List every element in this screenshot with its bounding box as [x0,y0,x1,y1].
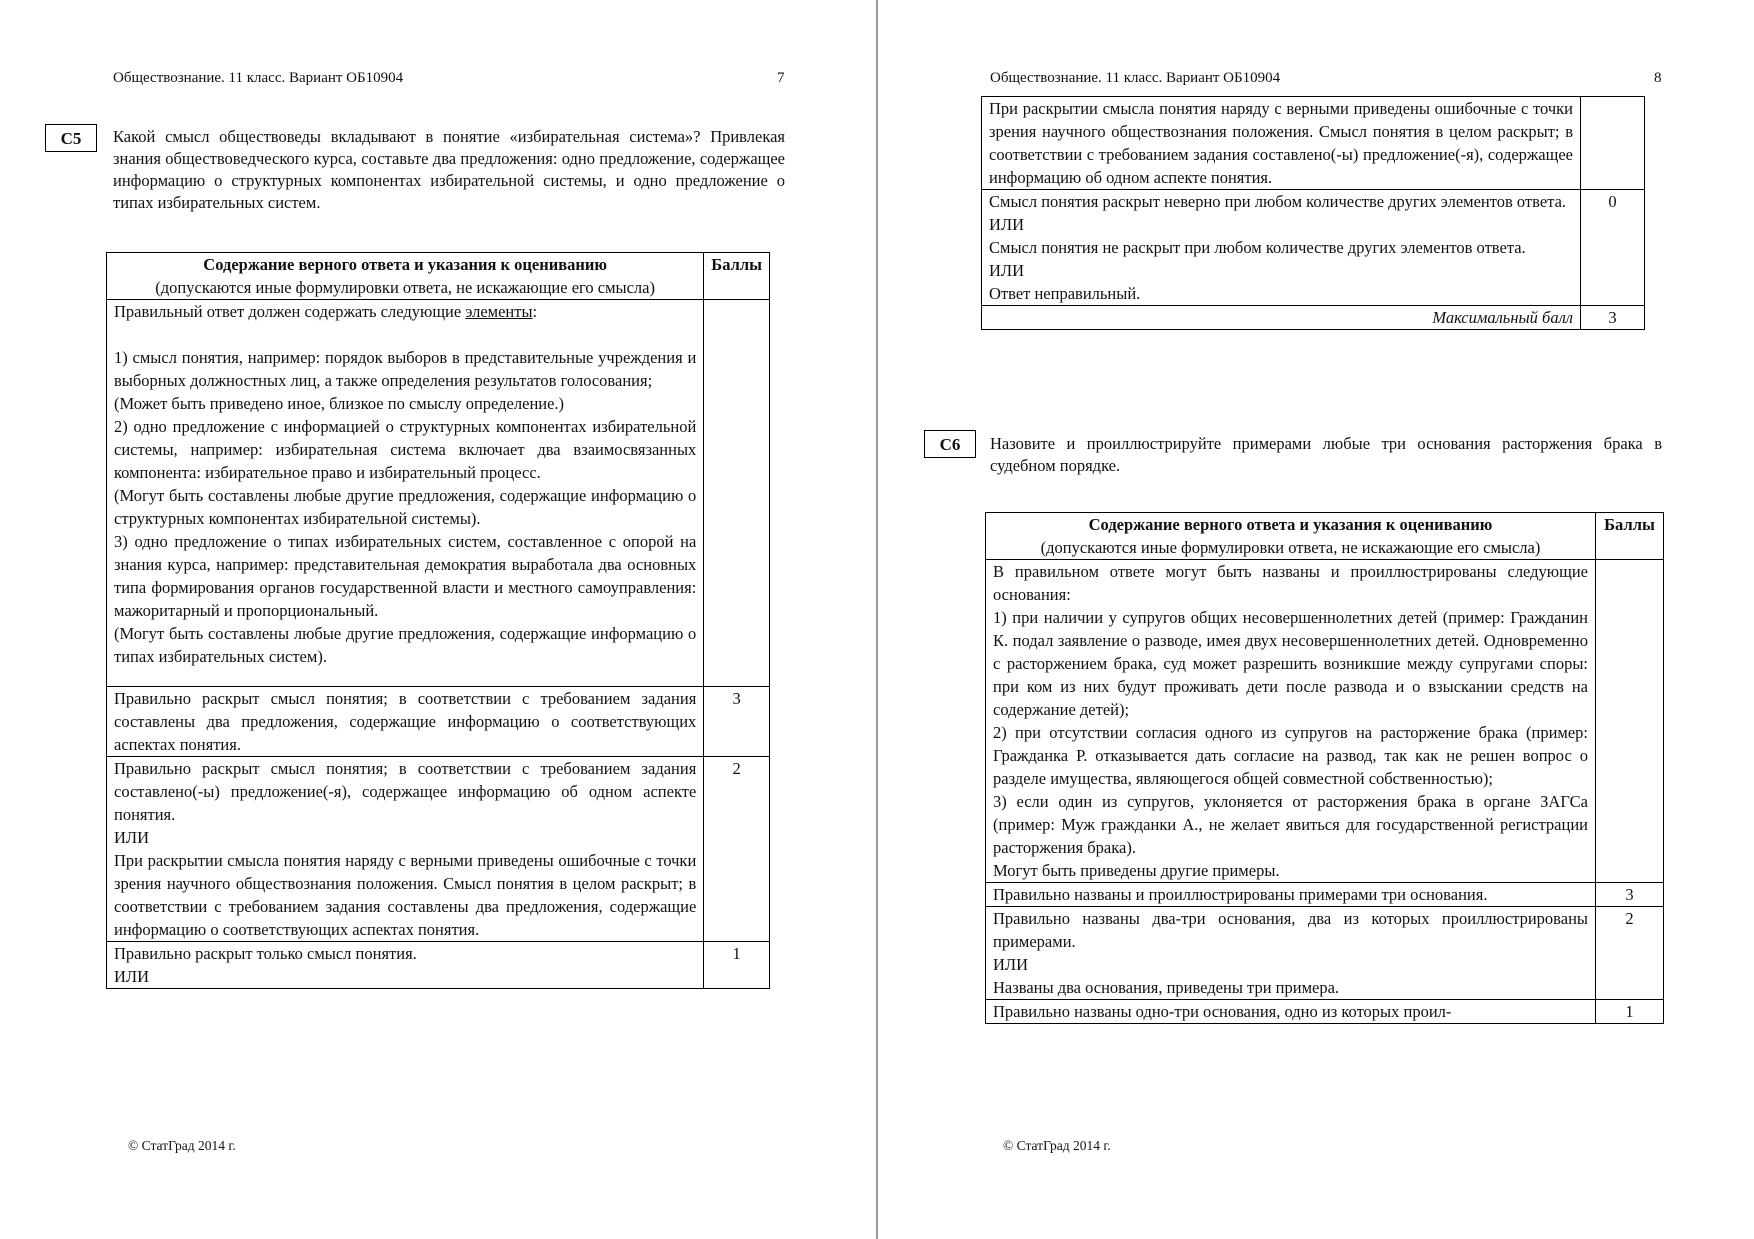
question-label: С6 [924,430,976,458]
table-row [107,757,770,942]
header-content-cell [986,513,1596,560]
criterion-or: ИЛИ [114,828,150,847]
criterion-or: ИЛИ [989,261,1025,280]
criterion-text: Смысл понятия раскрыт неверно при любом количестве других элементов ответа. [989,192,1567,211]
criterion-text: Правильно раскрыт только смысл понятия. [114,944,417,963]
criterion-cell [982,190,1581,306]
header-points: Баллы [704,253,770,300]
answer-item: 1) при наличии у супругов общих несовершеннолетних детей (пример: Гражданин К. подал заявление о разводе, имея двух несовершеннолетних детей. Одновременно с расторжением брака, суд может разрешить возникшие между супругами споры: при ком из них будут проживать дети после развода и о взыскании средств на содержание детей); [993,608,1588,719]
criterion-points: 2 [704,757,770,942]
answer-content-cell [986,560,1596,883]
criterion-points: 0 [1581,190,1645,306]
answer-row [107,300,770,687]
criterion-cell [107,757,704,942]
answer-intro [114,300,696,323]
continued-criteria-table [981,96,1645,330]
answer-item: 1) смысл понятия, например: порядок выборов в представительные учреждения и выборных должностных лиц, а также определения результатов голосования; [114,348,697,390]
answer-item: (Могут быть составлены любые другие предложения, содержащие информацию о типах избирательных систем). [114,624,697,666]
criterion-text-alt: Ответ неправильный. [989,284,1141,303]
header-title: Содержание верного ответа и указания к оцениванию [203,255,608,274]
criterion-or: ИЛИ [993,955,1029,974]
criterion-text-alt: При раскрытии смысла понятия наряду с верными приведены ошибочные с точки зрения научного обществознания положения. Смысл понятия в целом раскрыт; в соответствии с требованием задания составлены два предложения, содержащие информацию о соответствующих аспектах понятия. [114,851,697,939]
header-content-cell [107,253,704,300]
table-header-row [107,253,770,300]
answer-item: 3) если один из супругов, уклоняется от расторжения брака в органе ЗАГСа (пример: Муж гражданки А., не желает явиться для государственной регистрации расторжения брака). [993,792,1588,857]
criterion-text: При раскрытии смысла понятия наряду с верными приведены ошибочные с точки зрения научного обществознания положения. Смысл понятия в целом раскрыт; в соответствии с требованием задания составлено(-ы) предложение(-я), содержащее информацию об одном аспекте понятия. [982,97,1581,190]
table-row [986,1000,1664,1024]
page-number: 7 [777,70,785,86]
criterion-or: ИЛИ [114,967,150,986]
header-note: (допускаются иные формулировки ответа, не искажающие его смысла) [1040,538,1541,557]
table-row [986,907,1664,1000]
page-number: 8 [1654,70,1662,86]
criterion-cell [986,907,1596,1000]
header-points: Баллы [1596,513,1664,560]
table-row [982,97,1645,190]
answer-intro-text: Правильный ответ должен содержать следующие [114,302,462,321]
criterion-text: Правильно названы одно-три основания, одно из которых проил- [986,1000,1596,1024]
table-header-row [986,513,1664,560]
question-label: С5 [45,124,97,152]
answer-intro-end: : [532,302,538,321]
max-score-label: Максимальный балл [982,306,1581,330]
header-note: (допускаются иные формулировки ответа, не искажающие его смысла) [155,278,655,297]
criterion-cell [107,942,704,989]
footer: © СтатГрад 2014 г. [1003,1138,1111,1153]
right-page [878,0,1754,1239]
answer-points-cell [1596,560,1664,883]
answer-intro-link: элементы [465,302,533,321]
criterion-text-alt: Названы два основания, приведены три примера. [993,978,1340,997]
table-row [982,190,1645,306]
page-header: Обществознание. 11 класс. Вариант ОБ10904 [990,70,1281,86]
answer-item: 3) одно предложение о типах избирательных систем, составленное с опорой на знания курса, например: представительная демократия выработала два основных типа формирования органов государственной власти и местного самоуправления: мажоритарный и пропорциональный. [114,532,697,620]
criterion-points [1581,97,1645,190]
criterion-points: 2 [1596,907,1664,1000]
criterion-text: Правильно названы и проиллюстрированы примерами три основания. [986,883,1596,907]
table-row [107,942,770,989]
answer-row [986,560,1664,883]
question-text: Какой смысл обществоведы вкладывают в понятие «избирательная система»? Привлекая знания обществоведческого курса, составьте два предложения: одно предложение, содержащее информацию о структурных компонентах избирательной системы, и одно предложение о типах избирательных систем. [113,127,785,212]
answer-item: (Может быть приведено иное, близкое по смыслу определение.) [114,394,565,413]
answer-item: 2) при отсутствии согласия одного из супругов на расторжение брака (пример: Гражданка Р. отказывается дать согласие на развод, так как не решен вопрос о разделе имущества, являющегося общей совместной собственностью); [993,723,1588,788]
answer-item: (Могут быть составлены любые другие предложения, содержащие информацию о структурных компонентах избирательной системы). [114,486,697,528]
criterion-points: 1 [704,942,770,989]
answer-content-cell [107,300,704,687]
header-title: Содержание верного ответа и указания к оцениванию [1088,515,1493,534]
footer: © СтатГрад 2014 г. [128,1138,236,1153]
criterion-points: 3 [704,687,770,757]
criterion-text: Правильно раскрыт смысл понятия; в соответствии с требованием задания составлено(-ы) предложение(-я), содержащее информацию об одном аспекте понятия. [114,759,697,824]
criterion-text-alt: Смысл понятия не раскрыт при любом количестве других элементов ответа. [989,238,1526,257]
question-text: Назовите и проиллюстрируйте примерами любые три основания расторжения брака в судебном порядке. [990,434,1662,475]
answer-item: В правильном ответе могут быть названы и проиллюстрированы следующие основания: [993,562,1588,604]
criterion-points: 3 [1596,883,1664,907]
max-score-points: 3 [1581,306,1645,330]
answer-item: Могут быть приведены другие примеры. [993,861,1280,880]
table-row [107,687,770,757]
criterion-points: 1 [1596,1000,1664,1024]
max-score-row [982,306,1645,330]
criteria-table [106,252,770,989]
answer-item: 2) одно предложение с информацией о структурных компонентах избирательной системы, например: избирательная система включает два взаимосвязанных компонента: избирательное право и избирательный процесс. [114,417,697,482]
page-header: Обществознание. 11 класс. Вариант ОБ10904 [113,70,404,86]
criterion-text: Правильно названы два-три основания, два из которых проиллюстрированы примерами. [993,909,1588,951]
answer-points-cell [704,300,770,687]
criterion-text: Правильно раскрыт смысл понятия; в соответствии с требованием задания составлены два предложения, содержащие информацию о соответствующих аспектах понятия. [107,687,704,757]
criterion-or: ИЛИ [989,215,1025,234]
table-row [986,883,1664,907]
criteria-table [985,512,1664,1024]
